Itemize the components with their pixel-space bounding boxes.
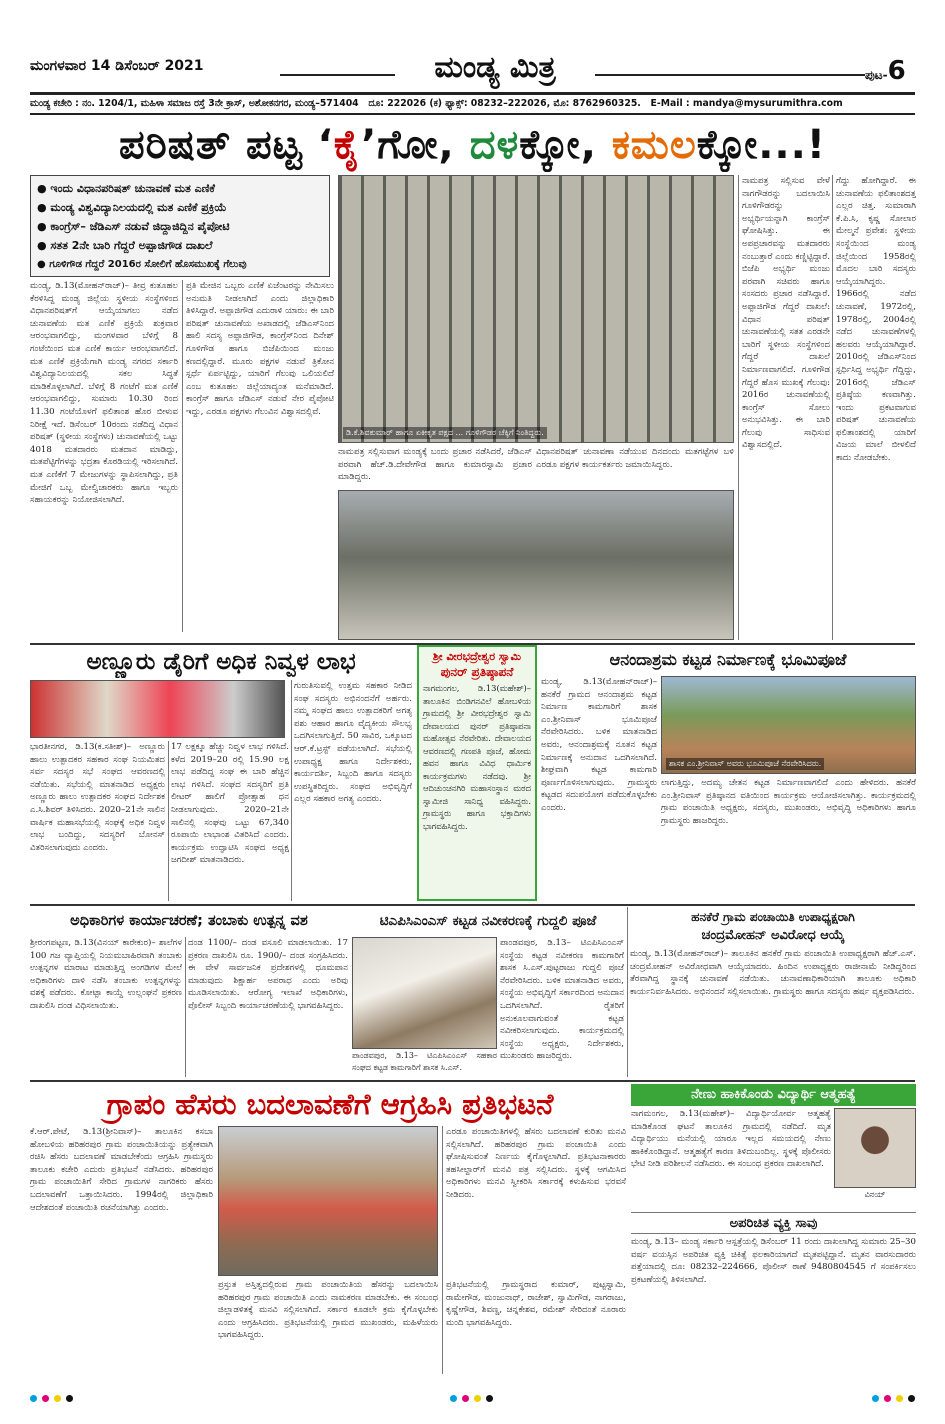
story3-headline-line1: ಶ್ರೀ ವೀರಭದ್ರೇಶ್ವರ ಸ್ವಾಮಿ — [432, 650, 522, 663]
story7-headline-line1: ಹನಕೆರೆ ಗ್ರಾಮ ಪಂಚಾಯಿತಿ ಉಪಾಧ್ಯಕ್ಷರಾಗಿ — [691, 910, 855, 924]
story2-headline: ಅಣ್ಣೂರು ಡೈರಿಗೆ ಅಧಿಕ ನಿವ್ವಳ ಲಾಭ — [86, 649, 356, 675]
story6-photo — [352, 937, 497, 1049]
lead-photo1-caption: ಡಿ.ಕೆ.ಶಿವಕುಮಾರ್ ಹಾಗೂ ಏಕೀಕೃತ ಪಕ್ಷದ ... ಗೂಳಿಗೌಡರ ಚೆಕ್ಕಿಗೆ ನಿಂತಿದ್ದರು. — [343, 427, 547, 439]
story5-headline: ಅಧಿಕಾರಿಗಳ ಕಾರ್ಯಾಚರಣೆ; ತಂಬಾಕು ಉತ್ಪನ್ನ ವಶ — [70, 913, 308, 929]
story9-body: ನಾಗಮಂಗಲ, ಡಿ.13(ಮಹೇಶ್)– ವಿದ್ಯಾರ್ಥಿಯೋರ್ವ ಆತ್ಮಹತ್ಯೆ ಮಾಡಿಕೊಂಡ ಘಟನೆ ತಾಲೂಕಿನ ಗ್ರಾಮದಲ್ಲಿ ನಡೆದಿದೆ. ಮೃತ ವಿದ್ಯಾರ್ಥಿಯು ಮನೆಯಲ್ಲಿ ಯಾರೂ ಇಲ್ಲದ ಸಮಯದಲ್ಲಿ ನೇಣು ಹಾಕಿಕೊಂಡಿದ್ದಾನೆ. ಆತ್ಮಹತ್ಯೆಗೆ ಕಾರಣ ತಿಳಿದುಬಂದಿಲ್ಲ. ಸ್ಥಳಕ್ಕೆ ಪೊಲೀಸರು ಭೇಟಿ ನೀಡಿ ಪರಿಶೀಲನೆ ನಡೆಸಿದರು. ಈ ಸಂಬಂಧ ಪ್ರಕರಣ ದಾಖಲಾಗಿದೆ. — [631, 1109, 831, 1170]
lead-headline — [30, 118, 915, 172]
lead-headline-part3: ಕ್ಕೋ, — [519, 122, 612, 168]
story10-headline: ಅಪರಿಚಿತ ವ್ಯಕ್ತಿ ಸಾವು — [631, 1212, 916, 1234]
registration-dot-cyan — [872, 1395, 879, 1402]
masthead-title: ಮಂಡ್ಯ ಮಿತ್ರ — [434, 50, 556, 85]
masthead-date: ಮಂಗಳವಾರ 14 ಡಿಸೆಂಬರ್ 2021 — [30, 58, 204, 74]
lead-bullet-box — [30, 175, 330, 277]
registration-dot-black — [908, 1395, 915, 1402]
story5-col1: ಶ್ರೀರಂಗಪಟ್ಟಣ, ಡಿ.13(ವಿನಯ್ ಕಾರೇಕುರ)– ಶಾಲೆಗಳ 100 ಗಜ ವ್ಯಾಪ್ತಿಯಲ್ಲಿ ನಿಯಮಬಾಹಿರವಾಗಿ ತಂಬಾಕು ಉತ್ಪನ್ನಗಳ ಮಾರಾಟ ಮಾಡುತ್ತಿದ್ದ ಅಂಗಡಿಗಳ ಮೇಲೆ ಅಧಿಕಾರಿಗಳು ದಾಳಿ ನಡೆಸಿ ತಂಬಾಕು ಉತ್ಪನ್ನಗಳನ್ನು ವಶಕ್ಕೆ ಪಡೆದರು. ಕೋಟ್ಪಾ ಕಾಯ್ದೆ ಉಲ್ಲಂಘನೆ ಪ್ರಕರಣ ದಾಖಲಿಸಿ ದಂಡ ವಿಧಿಸಲಾಯಿತು. — [30, 938, 182, 1011]
story8-photo — [218, 1126, 438, 1276]
masthead-bottom-rule — [30, 113, 915, 115]
story6-photo-caption: ಪಾಂಡವಪುರ, ಡಿ.13– ಟಿಎಪಿಸಿಎಂಎಸ್ ಸಹಕಾರ ಸಂಘದ ಕಟ್ಟಡ ಕಾಮಗಾರಿಗೆ ಶಾಸಕ ಸಿ.ಎಸ್. — [352, 1051, 497, 1072]
story8-col1: ಕೆ.ಆರ್.ಪೇಟೆ, ಡಿ.13(ಶ್ರೀನಿವಾಸ್)– ತಾಲೂಕಿನ ಕಸಬಾ ಹೋಬಳಿಯ ಹರಿಹರಪುರ ಗ್ರಾಮ ಪಂಚಾಯಿತಿಯನ್ನು ಪ್ರತ್ಯೇಕವಾಗಿ ರಚಿಸಿ ಹೆಸರು ಬದಲಾವಣೆ ಮಾಡಬೇಕೆಂದು ಆಗ್ರಹಿಸಿ ಗ್ರಾಮಸ್ಥರು ತಾಲೂಕು ಕಚೇರಿ ಎದುರು ಪ್ರತಿಭಟನೆ ನಡೆಸಿದರು. ಹರಿಹರಪುರ ಗ್ರಾಮ ಪಂಚಾಯಿತಿಗೆ ಸೇರಿದ ಗ್ರಾಮಗಳ ನಾಗರಿಕರು ಹೆಸರು ಬದಲಾವಣೆಗೆ ಒತ್ತಾಯಿಸಿದರು. 1994ರಲ್ಲಿ ಜಿಲ್ಲಾಧಿಕಾರಿ ಆದೇಶದಂತೆ ಪಂಚಾಯಿತಿ ರಚನೆಯಾಗಿತ್ತು ಎಂದರು. — [30, 1127, 213, 1213]
lead-bullet: ● ಮಂಡ್ಯ ವಿಶ್ವವಿದ್ಯಾನಿಲಯದಲ್ಲಿ ಮತ ಎಣಿಕೆ ಪ್ರಕ್ರಿಯೆ — [37, 201, 227, 214]
story8-col3: ಎರಡೂ ಪಂಚಾಯಿತಿಗಳಲ್ಲಿ ಹೆಸರು ಬದಲಾವಣೆ ಕುರಿತು ಮನವಿ ಸಲ್ಲಿಸಲಾಗಿದೆ. ಹರಿಹರಪುರ ಗ್ರಾಮ ಪಂಚಾಯಿತಿ ಎಂದು ಘೋಷಿಸುವಂತೆ ನಿರ್ಣಯ ಕೈಗೊಳ್ಳಲಾಗಿದೆ. ಪ್ರತಿಭಟನಾಕಾರರು ತಹಸೀಲ್ದಾರ್‌ಗೆ ಮನವಿ ಪತ್ರ ಸಲ್ಲಿಸಿದರು. ಸ್ಥಳಕ್ಕೆ ಆಗಮಿಸಿದ ಅಧಿಕಾರಿಗಳು ಮನವಿ ಸ್ವೀಕರಿಸಿ ಸರ್ಕಾರಕ್ಕೆ ಕಳುಹಿಸುವ ಭರವಸೆ ನೀಡಿದರು. — [446, 1127, 626, 1200]
page-number: 6 — [887, 56, 906, 86]
email-text: E-Mail : mandya@mysurumithra.com — [650, 98, 843, 109]
lead-headline-part4: ಕ್ಕೋ...! — [696, 122, 827, 168]
story8-col4: ಪ್ರತಿಭಟನೆಯಲ್ಲಿ ಗ್ರಾಮಸ್ಥರಾದ ಕುಮಾರ್, ಪುಟ್ಟಸ್ವಾಮಿ, ರಾಮೇಗೌಡ, ಮಂಜುನಾಥ್, ರಾಜೇಶ್, ಸ್ವಾಮಿಗೌಡ, ನಾಗರಾಜು, ಕೃಷ್ಣೇಗೌಡ, ಶಿವಣ್ಣ, ಚನ್ನಕೇಶವ, ರಮೇಶ್ ಸೇರಿದಂತೆ ನೂರಾರು ಮಂದಿ ಭಾಗವಹಿಸಿದ್ದರು. — [446, 1280, 626, 1328]
story6-headline: ಟಿಎಪಿಸಿಎಂಎಸ್ ಕಟ್ಟಡ ನವೀಕರಣಕ್ಕೆ ಗುದ್ದಲಿ ಪೂಜೆ — [379, 913, 597, 929]
lead-bullet: ● ಸತತ 2ನೇ ಬಾರಿ ಗೆದ್ದರೆ ಅಪ್ಪಾಜಿಗೌಡ ದಾಖಲೆ — [37, 239, 213, 252]
registration-dot-black — [486, 1395, 493, 1402]
registration-dot-black — [66, 1395, 73, 1402]
masthead — [30, 50, 915, 98]
story9-photo-caption: ವಿನಯ್ — [864, 1190, 886, 1199]
lead-col4-below: ವಿಧಾನಪರಿಷತ್ ಚುನಾವಣಾ ನಡೆಯುವ ದಿನದಂದು ಮತಗಟ್ಟೆಗಳ ಬಳಿ ಎರಡೂ ಪಕ್ಷಗಳ ಕಾರ್ಯಕರ್ತರು ಜಮಾಯಿಸಿದ್ದರು. — [536, 447, 734, 470]
story9-header — [631, 1084, 916, 1106]
story3-headline-line2: ಪುನರ್ ಪ್ರತಿಷ್ಠಾಪನೆ — [440, 665, 514, 679]
lead-col3-below: ನಾಮಪತ್ರ ಸಲ್ಲಿಸುವಾಗ ಮಂಡ್ಯಕ್ಕೆ ಬಂದು ಪ್ರಚಾರ ನಡೆಸಿದರೆ, ಜೆಡಿಎಸ್ ಪರವಾಗಿ ಹೆಚ್.ಡಿ.ದೇವೇಗೌಡ ಹಾಗೂ ಕುಮಾರಸ್ವಾಮಿ ಪ್ರಚಾರ ಮಾಡಿದ್ದರು. — [338, 447, 532, 483]
story4-headline: ಆನಂದಾಶ್ರಮ ಕಟ್ಟಡ ನಿರ್ಮಾಣಕ್ಕೆ ಭೂಮಿಪೂಜೆ — [609, 650, 847, 669]
lead-photo-officials — [338, 490, 734, 640]
page-label — [865, 56, 915, 90]
registration-dot-yellow — [896, 1395, 903, 1402]
story2-col3: ಗುರುತಿಸುವಲ್ಲಿ ಉತ್ತಮ ಸಹಕಾರ ನೀಡಿದ ಸಂಘ ಸದಸ್ಯರು ಅಭಿನಂದನೆಗೆ ಅರ್ಹರು. ನಮ್ಮ ಸಂಘದ ಹಾಲು ಉತ್ಪಾದಕರಿಗೆ ಅಗತ್ಯ ಪಶು ಆಹಾರ ಹಾಗೂ ವೈದ್ಯಕೀಯ ಸೌಲಭ್ಯ ಒದಗಿಸಲಾಗುತ್ತಿದೆ. 50 ಸಾವಿರ, ಒಕ್ಕೂಟದ ಆರ್.ಕೆ.ಟ್ರಸ್ಟ್ ಪಡೆಯಲಾಗಿದೆ. ಸಭೆಯಲ್ಲಿ ಉಪಾಧ್ಯಕ್ಷ ಹಾಗೂ ನಿರ್ದೇಶಕರು, ಕಾರ್ಯದರ್ಶಿ, ಸಿಬ್ಬಂದಿ ಹಾಗೂ ಸದಸ್ಯರು ಉಪಸ್ಥಿತರಿದ್ದರು. ಸಂಘದ ಅಭಿವೃದ್ಧಿಗೆ ಎಲ್ಲರ ಸಹಕಾರ ಅಗತ್ಯ ಎಂದರು. — [294, 681, 412, 805]
column-rule — [182, 280, 183, 632]
lead-bullet: ● ಇಂದು ವಿಧಾನಪರಿಷತ್ ಚುನಾವಣೆ ಮತ ಎಣಿಕೆ — [37, 182, 215, 195]
story3-box — [417, 645, 537, 901]
story5-col2: ದಂಡ 1100/– ದಂಡ ವಸೂಲಿ ಮಾಡಲಾಯಿತು. 17 ಪ್ರಕರಣ ದಾಖಲಿಸಿ ರೂ. 1900/– ದಂಡ ಸಂಗ್ರಹಿಸಿದರು. ಈ ವೇಳೆ ಸಾರ್ವಜನಿಕ ಪ್ರದೇಶಗಳಲ್ಲಿ ಧೂಮಪಾನ ಮಾಡುವುದು ಶಿಕ್ಷಾರ್ಹ ಅಪರಾಧ ಎಂದು ಅರಿವು ಮೂಡಿಸಲಾಯಿತು. ಆರೋಗ್ಯ ಇಲಾಖೆ ಅಧಿಕಾರಿಗಳು, ಪೊಲೀಸ್ ಸಿಬ್ಬಂದಿ ಕಾರ್ಯಾಚರಣೆಯಲ್ಲಿ ಭಾಗವಹಿಸಿದ್ದರು. — [188, 938, 348, 1011]
story2-col1: ಭಾರತೀನಗರ, ಡಿ.13(ಕ.ಸತೀಶ್)– ಅಣ್ಣೂರು ಹಾಲು ಉತ್ಪಾದಕರ ಸಹಕಾರ ಸಂಘ ನಿಯಮಿತದ ಸರ್ವ ಸದಸ್ಯರ ಸಭೆ ಸಂಘದ ಆವರಣದಲ್ಲಿ ನಡೆಯಿತು. ಸಭೆಯಲ್ಲಿ ಮಾತನಾಡಿದ ಅಧ್ಯಕ್ಷರು ಅಣ್ಣೂರು ಹಾಲು ಉತ್ಪಾದಕರ ಸಂಘದ ನಿರ್ದೇಶಕ ಎ.ಸಿ.ಶಿವರ್ ತಿಳಿಸಿದರು. 2020–21ನೇ ಸಾಲಿನ ವಾರ್ಷಿಕ ಮಹಾಸಭೆಯಲ್ಲಿ ಸಂಘಕ್ಕೆ ಅಧಿಕ ನಿವ್ವಳ ಲಾಭ ಬಂದಿದ್ದು, ಸದಸ್ಯರಿಗೆ ಬೋನಸ್ ವಿತರಿಸಲಾಗುವುದು ಎಂದರು. — [30, 742, 165, 853]
registration-dot-yellow — [54, 1395, 61, 1402]
registration-dot-yellow — [474, 1395, 481, 1402]
registration-dot-cyan — [450, 1395, 457, 1402]
registration-dot-magenta — [462, 1395, 469, 1402]
story2-col2: 17 ಲಕ್ಷಕ್ಕೂ ಹೆಚ್ಚು ನಿವ್ವಳ ಲಾಭ ಗಳಿಸಿದೆ. ಕಳೆದ 2019–20 ರಲ್ಲಿ 15.90 ಲಕ್ಷ ಲಾಭ ಪಡೆದಿದ್ದ ಸಂಘ ಈ ಬಾರಿ ಹೆಚ್ಚಿನ ಲಾಭ ಗಳಿಸಿದೆ. ಸಂಘದ ಸದಸ್ಯರಿಗೆ ಪ್ರತಿ ಲೀಟರ್ ಹಾಲಿಗೆ ಪ್ರೋತ್ಸಾಹ ಧನ ನೀಡಲಾಗುವುದು. 2020–21ನೇ ಸಾಲಿನಲ್ಲಿ ಸಂಘವು ಒಟ್ಟು 67,340 ರೂಪಾಯಿ ಲಾಭಾಂಶ ವಿತರಿಸಿದೆ ಎಂದರು. ಕಾರ್ಯಕ್ರಮ ಉದ್ಘಾಟಿಸಿ ಸಂಘದ ಅಧ್ಯಕ್ಷ ಜಗದೀಶ್ ಮಾತನಾಡಿದರು. — [171, 742, 289, 866]
column-rule — [738, 175, 739, 640]
story4-photo — [661, 676, 916, 774]
column-rule — [291, 680, 292, 901]
story9-headline: ನೇಣು ಹಾಕಿಕೊಂಡು ವಿದ್ಯಾರ್ಥಿ ಆತ್ಮಹತ್ಯೆ — [691, 1087, 856, 1102]
section-rule — [30, 1080, 915, 1082]
registration-dot-cyan — [30, 1395, 37, 1402]
registration-dot-magenta — [884, 1395, 891, 1402]
story4-col2: ಲಾಗುತ್ತಿದ್ದು, ಅದಮ್ಯ ಚೇತನ ಕಟ್ಟಡ ನಿರ್ಮಾಣವಾಗಲಿದೆ ಎಂದು ಹೇಳಿದರು. ಹನಕೆರೆ ಎಂ.ಶ್ರೀನಿವಾಸ್ ಪ್ರತಿಷ್ಠಾನದ ವತಿಯಿಂದ ಕಾರ್ಯಕ್ರಮ ಆಯೋಜಿಸಲಾಗಿತ್ತು. ಕಾರ್ಯಕ್ರಮದಲ್ಲಿ ಗ್ರಾಮ ಪಂಚಾಯಿತಿ ಅಧ್ಯಕ್ಷರು, ಸದಸ್ಯರು, ಮುಖಂಡರು, ಅಭಿವೃದ್ಧಿ ಅಧಿಕಾರಿಗಳು ಹಾಗೂ ಗ್ರಾಮಸ್ಥರು ಹಾಜರಿದ್ದರು. — [661, 778, 916, 826]
story4-photo-caption: ಶಾಸಕ ಎಂ.ಶ್ರೀನಿವಾಸ್ ಅವರು ಭೂಮಿಪೂಜೆ ನೆರವೇರಿಸಿದರು. — [666, 758, 824, 770]
address-strip — [30, 95, 915, 113]
registration-dot-magenta — [42, 1395, 49, 1402]
lead-col2: ಪ್ರತಿ ಮೇಜಿನ ಒಬ್ಬರು ಎಣಿಕೆ ಏಜೆಂಟರನ್ನು ನೇಮಿಸಲು ಅನುಮತಿ ನೀಡಲಾಗಿದೆ ಎಂದು ಜಿಲ್ಲಾಧಿಕಾರಿ ತಿಳಿಸಿದ್ದಾರೆ. ಅಪ್ಪಾಜಿಗೌಡ ಎದುರಾಳಿ ಯಾರು: ಈ ಬಾರಿ ಪರಿಷತ್ ಚುನಾವಣೆಯ ಅಖಾಡದಲ್ಲಿ ಜೆಡಿಎಸ್‌ನಿಂದ ಹಾಲಿ ಸದಸ್ಯ ಅಪ್ಪಾಜಿಗೌಡ, ಕಾಂಗ್ರೆಸ್‌ನಿಂದ ದಿನೇಶ್ ಗೂಳಿಗೌಡ ಹಾಗೂ ಬಿಜೆಪಿಯಿಂದ ಮಂಜು ಕಣದಲ್ಲಿದ್ದಾರೆ. ಮೂರು ಪಕ್ಷಗಳ ನಡುವೆ ತ್ರಿಕೋನ ಸ್ಪರ್ಧೆ ಏರ್ಪಟ್ಟಿದ್ದು, ಯಾರಿಗೆ ಗೆಲುವು ಒಲಿಯಲಿದೆ ಎಂಬ ಕುತೂಹಲ ಜಿಲ್ಲೆಯಾದ್ಯಂತ ಮನೆಮಾಡಿದೆ. ಕಾಂಗ್ರೆಸ್ ಹಾಗೂ ಜೆಡಿಎಸ್ ನಡುವೆ ನೇರ ಪೈಪೋಟಿ ಇದ್ದು, ಎರಡೂ ಪಕ್ಷಗಳು ಗೆಲುವಿನ ವಿಶ್ವಾಸದಲ್ಲಿವೆ. — [186, 281, 334, 417]
lead-headline-kamala: ಕಮಲ — [611, 122, 697, 168]
story3-body: ನಾಗಮಂಗಲ, ಡಿ.13(ಮಹೇಶ್)– ತಾಲೂಕಿನ ಬಿಂಡಿಗನವಿಲೆ ಹೋಬಳಿಯ ಗ್ರಾಮದಲ್ಲಿ ಶ್ರೀ ವೀರಭದ್ರೇಶ್ವರ ಸ್ವಾಮಿ ದೇವಾಲಯದ ಪುನರ್ ಪ್ರತಿಷ್ಠಾಪನಾ ಮಹೋತ್ಸವ ನೆರವೇರಿತು. ದೇವಾಲಯದ ಆವರಣದಲ್ಲಿ ಗಣಪತಿ ಪೂಜೆ, ಹೋಮ ಹವನ ಹಾಗೂ ವಿವಿಧ ಧಾರ್ಮಿಕ ಕಾರ್ಯಕ್ರಮಗಳು ನಡೆದವು. ಶ್ರೀ ಆದಿಚುಂಚನಗಿರಿ ಮಹಾಸಂಸ್ಥಾನ ಮಠದ ಸ್ವಾಮೀಜಿ ಸಾನಿಧ್ಯ ವಹಿಸಿದ್ದರು. ಗ್ರಾಮಸ್ಥರು ಹಾಗೂ ಭಕ್ತಾದಿಗಳು ಭಾಗವಹಿಸಿದ್ದರು. — [423, 683, 531, 831]
story8-headline: ಗ್ರಾಪಂ ಹೆಸರು ಬದಲಾವಣೆಗೆ ಆಗ್ರಹಿಸಿ ಪ್ರತಿಭಟನೆ — [106, 1087, 554, 1121]
column-rule — [168, 741, 169, 901]
lead-headline-kai: ಕೈ — [333, 122, 362, 168]
column-rule — [185, 937, 186, 1077]
address-text: ಮಂಡ್ಯ ಕಚೇರಿ : ನಂ. 1204/1, ಮಹಿಳಾ ಸಮಾಜ ರಸ್ತೆ 3ನೇ ಕ್ರಾಸ್, ಅಶೋಕನಗರ, ಮಂಡ್ಯ–571404 — [30, 98, 359, 109]
masthead-left-rule — [280, 74, 395, 76]
story8-col2: ಪ್ರಸ್ತುತ ಅಸ್ತಿತ್ವದಲ್ಲಿರುವ ಗ್ರಾಮ ಪಂಚಾಯಿತಿಯ ಹೆಸರನ್ನು ಬದಲಾಯಿಸಿ ಹರಿಹರಪುರ ಗ್ರಾಮ ಪಂಚಾಯಿತಿ ಎಂದು ನಾಮಕರಣ ಮಾಡಬೇಕು. ಈ ಸಂಬಂಧ ಜಿಲ್ಲಾಡಳಿತಕ್ಕೆ ಮನವಿ ಸಲ್ಲಿಸಲಾಗಿದೆ. ಸರ್ಕಾರ ಕೂಡಲೇ ಕ್ರಮ ಕೈಗೊಳ್ಳಬೇಕು ಎಂದು ಆಗ್ರಹಿಸಿದರು. ಪ್ರತಿಭಟನೆಯಲ್ಲಿ ಗ್ರಾಮದ ಮುಖಂಡರು, ಮಹಿಳೆಯರು ಭಾಗವಹಿಸಿದ್ದರು. — [218, 1280, 438, 1341]
story7-body: ಮಂಡ್ಯ, ಡಿ.13(ಮೋಹನ್‌ರಾಜ್)– ತಾಲೂಕಿನ ಹನಕೆರೆ ಗ್ರಾಮ ಪಂಚಾಯಿತಿ ಉಪಾಧ್ಯಕ್ಷರಾಗಿ ಹೆಚ್.ಎಸ್. ಚಂದ್ರಮೋಹನ್ ಅವಿರೋಧವಾಗಿ ಆಯ್ಕೆಯಾದರು. ಹಿಂದಿನ ಉಪಾಧ್ಯಕ್ಷರು ರಾಜೀನಾಮೆ ನೀಡಿದ್ದರಿಂದ ತೆರವಾಗಿದ್ದ ಸ್ಥಾನಕ್ಕೆ ಚುನಾವಣೆ ನಡೆಯಿತು. ಚುನಾವಣಾಧಿಕಾರಿಯಾಗಿ ತಾಲೂಕು ಅಧಿಕಾರಿ ಕಾರ್ಯನಿರ್ವಹಿಸಿದರು. ಅಭಿನಂದನೆ ಸಲ್ಲಿಸಲಾಯಿತು. ಗ್ರಾಮಸ್ಥರು ಹಾಗೂ ಸದಸ್ಯರು ಹರ್ಷ ವ್ಯಕ್ತಪಡಿಸಿದರು. — [630, 949, 916, 997]
lead-col6: ಗೆದ್ದು ಹೋಗಿದ್ದಾರೆ. ಈ ಚುನಾವಣೆಯ ಫಲಿತಾಂಶದತ್ತ ಎಲ್ಲರ ಚಿತ್ತ. ಸುಮಾರಾಗಿ ಕೆ.ಪಿ.ಸಿ, ಕೃಷ್ಣ ಸೋಲಾರ ಮೇಲ್ಮನೆ ಪ್ರವೇಶ: ಸ್ಥಳೀಯ ಸಂಸ್ಥೆಯಿಂದ ಮಂಡ್ಯ ಜಿಲ್ಲೆಯಿಂದ 1958ರಲ್ಲಿ ಮೊದಲ ಬಾರಿ ಸದಸ್ಯರು ಆಯ್ಕೆಯಾಗಿದ್ದರು. 1966ರಲ್ಲಿ ನಡೆದ ಚುನಾವಣೆ, 1972ರಲ್ಲಿ, 1978ರಲ್ಲಿ, 2004ರಲ್ಲಿ ನಡೆದ ಚುನಾವಣೆಗಳಲ್ಲಿ ಹಲವರು ಆಯ್ಕೆಯಾಗಿದ್ದಾರೆ. 2010ರಲ್ಲಿ ಜೆಡಿಎಸ್‌ನಿಂದ ಸ್ಪರ್ಧಿಸಿದ್ದ ಅಭ್ಯರ್ಥಿ ಗೆದ್ದಿದ್ದು, 2016ರಲ್ಲಿ ಜೆಡಿಎಸ್ ಪ್ರತಿಷ್ಠೆಯ ಕಣವಾಗಿತ್ತು. ಇಂದು ಪ್ರಕಟವಾಗುವ ಪರಿಷತ್ ಚುನಾವಣೆಯ ಫಲಿತಾಂಶದಲ್ಲಿ ಯಾರಿಗೆ ವಿಜಯ ಮಾಲೆ ಬೀಳಲಿದೆ ಕಾದು ನೋಡಬೇಕು. — [836, 176, 916, 464]
story9-photo — [834, 1108, 916, 1188]
registration-marks — [30, 1392, 915, 1406]
phone-text: ದೂ: 222026 (ಕ) ಫ್ಯಾಕ್ಸ್: 08232–222026, ಮೊ: 8762960325. — [368, 98, 641, 109]
lead-headline-dala: ದಳ — [469, 122, 520, 168]
lead-col5: ನಾಮಪತ್ರ ಸಲ್ಲಿಸುವ ವೇಳೆ ನಾಗಗೌಡರನ್ನು ಬದಲಾಯಿಸಿ ಗೂಳಿಗೌಡರನ್ನು ಅಭ್ಯರ್ಥಿಯನ್ನಾಗಿ ಕಾಂಗ್ರೆಸ್ ಘೋಷಿಸಿತ್ತು. ಈ ಅಪಪ್ರಚಾರವನ್ನು ಮತದಾರರು ನಂಬುತ್ತಾರೆ ಎಂದು ಕಣ್ಣಿಟ್ಟಿದ್ದಾರೆ. ಬಿಜೆಪಿ ಅಭ್ಯರ್ಥಿ ಮಂಜು ಪರವಾಗಿ ಸಚಿವರು ಹಾಗೂ ಸಂಸದರು ಪ್ರಚಾರ ನಡೆಸಿದ್ದಾರೆ. ಅಪ್ಪಾಜಿಗೌಡ ಗೆದ್ದರೆ ದಾಖಲೆ: ವಿಧಾನ ಪರಿಷತ್ ಚುನಾವಣೆಯಲ್ಲಿ ಸತತ ಎರಡನೇ ಬಾರಿಗೆ ಸ್ಥಳೀಯ ಸಂಸ್ಥೆಗಳಿಂದ ಗೆದ್ದರೆ ದಾಖಲೆ ನಿರ್ಮಾಣವಾಗಲಿದೆ. ಗೂಳಿಗೌಡ ಗೆದ್ದರೆ ಹೊಸ ಮುಖಕ್ಕೆ ಗೆಲುವು: 2016ರ ಚುನಾವಣೆಯಲ್ಲಿ ಕಾಂಗ್ರೆಸ್ ಸೋಲು ಅನುಭವಿಸಿತ್ತು. ಈ ಬಾರಿ ಗೆಲುವು ಸಾಧಿಸುವ ವಿಶ್ವಾಸದಲ್ಲಿದೆ. — [742, 176, 830, 451]
column-rule — [627, 907, 628, 1077]
story7-headline-line2: ಚಂದ್ರಮೋಹನ್ ಅವಿರೋಧ ಆಯ್ಕೆ — [701, 928, 845, 943]
lead-headline-part1: ಪರಿಷತ್ ಪಟ್ಟ ‘ — [118, 122, 334, 168]
masthead-right-rule — [595, 74, 865, 76]
story6-body: ಪಾಂಡವಪುರ, ಡಿ.13– ಟಿಎಪಿಸಿಎಂಎಸ್ ಸಂಸ್ಥೆಯ ಕಟ್ಟಡ ನವೀಕರಣ ಕಾಮಗಾರಿಗೆ ಶಾಸಕ ಸಿ.ಎಸ್.ಪುಟ್ಟರಾಜು ಗುದ್ದಲಿ ಪೂಜೆ ನೆರವೇರಿಸಿದರು. ಬಳಿಕ ಮಾತನಾಡಿದ ಅವರು, ಸಂಸ್ಥೆಯ ಅಭಿವೃದ್ಧಿಗೆ ಸರ್ಕಾರದಿಂದ ಅನುದಾನ ಒದಗಿಸಲಾಗಿದೆ. ರೈತರಿಗೆ ಅನುಕೂಲವಾಗುವಂತೆ ಕಟ್ಟಡ ನವೀಕರಿಸಲಾಗುವುದು. ಕಾರ್ಯಕ್ರಮದಲ್ಲಿ ಸಂಸ್ಥೆಯ ಅಧ್ಯಕ್ಷರು, ನಿರ್ದೇಶಕರು, ಮುಖಂಡರು ಹಾಜರಿದ್ದರು. — [500, 938, 624, 1062]
section-rule — [30, 904, 915, 906]
story2-photo — [30, 680, 285, 738]
column-rule — [442, 1126, 443, 1374]
lead-headline-part2: ’ಗೋ, — [361, 122, 470, 168]
lead-bullet: ● ಗೂಳಿಗೌಡ ಗೆದ್ದರೆ 2016ರ ಸೋಲಿಗೆ ಹೊಸಮುಖಕ್ಕೆ ಗೆಲುವು — [37, 259, 247, 270]
lead-bullet: ● ಕಾಂಗ್ರೆಸ್– ಜೆಡಿಎಸ್ ನಡುವೆ ಜಿದ್ದಾಜಿದ್ದಿನ ಪೈಪೋಟಿ — [37, 220, 230, 233]
story4-col1: ಮಂಡ್ಯ, ಡಿ.13(ಮೋಹನ್‌ರಾಜ್)– ಹನಕೆರೆ ಗ್ರಾಮದ ಆನಂದಾಶ್ರಮ ಕಟ್ಟಡ ನಿರ್ಮಾಣ ಕಾಮಗಾರಿಗೆ ಶಾಸಕ ಎಂ.ಶ್ರೀನಿವಾಸ್ ಭೂಮಿಪೂಜೆ ನೆರವೇರಿಸಿದರು. ಬಳಿಕ ಮಾತನಾಡಿದ ಅವರು, ಆನಂದಾಶ್ರಮಕ್ಕೆ ನೂತನ ಕಟ್ಟಡ ನಿರ್ಮಾಣಕ್ಕೆ ಅನುದಾನ ಒದಗಿಸಲಾಗಿದೆ. ಶೀಘ್ರವಾಗಿ ಕಟ್ಟಡ ಕಾಮಗಾರಿ ಪೂರ್ಣಗೊಳಿಸಲಾಗುವುದು. ಗ್ರಾಮಸ್ಥರು ಕಟ್ಟಡದ ಸದುಪಯೋಗ ಪಡೆದುಕೊಳ್ಳಬೇಕು ಎಂದರು. — [541, 677, 657, 813]
lead-col1: ಮಂಡ್ಯ, ಡಿ.13(ಮೋಹನ್‌ರಾಜ್)– ತೀವ್ರ ಕುತೂಹಲ ಕೆರಳಿಸಿದ್ದ ಮಂಡ್ಯ ಜಿಲ್ಲೆಯ ಸ್ಥಳೀಯ ಸಂಸ್ಥೆಗಳಿಂದ ವಿಧಾನಪರಿಷತ್‌ಗೆ ಆಯ್ಕೆಯಾಗಲು ನಡೆದ ಚುನಾವಣೆಯ ಮತ ಎಣಿಕೆ ಪ್ರಕ್ರಿಯೆ ಶುಕ್ರವಾರ ಆರಂಭವಾಗಲಿದ್ದು, ಮಂಗಳವಾರ ಬೆಳಿಗ್ಗೆ 8 ಗಂಟೆಯಿಂದ ಮತ ಎಣಿಕೆ ಕಾರ್ಯ ಆರಂಭವಾಗಲಿದೆ. ಮತ ಎಣಿಕೆ ಪ್ರಕ್ರಿಯೆಗಾಗಿ ಮಂಡ್ಯ ನಗರದ ಸರ್ಕಾರಿ ವಿಶ್ವವಿದ್ಯಾನಿಲಯದಲ್ಲಿ ಸಕಲ ಸಿದ್ಧತೆ ಮಾಡಿಕೊಳ್ಳಲಾಗಿದೆ. ಬೆಳಿಗ್ಗೆ 8 ಗಂಟೆಗೆ ಮತ ಎಣಿಕೆ ಆರಂಭವಾಗಲಿದ್ದು, ಸುಮಾರು 10.30 ರಿಂದ 11.30 ಗಂಟೆಯೊಳಗೆ ಫಲಿತಾಂಶ ಹೊರ ಬೀಳುವ ನಿರೀಕ್ಷೆ ಇದೆ. ಡಿಸೆಂಬರ್ 10ರಂದು ನಡೆದಿದ್ದ ವಿಧಾನ ಪರಿಷತ್ (ಸ್ಥಳೀಯ ಸಂಸ್ಥೆಗಳು) ಚುನಾವಣೆಯಲ್ಲಿ ಒಟ್ಟು 4018 ಮತದಾರರು ಮತದಾನ ಮಾಡಿದ್ದು, ಮತಪೆಟ್ಟಿಗೆಗಳನ್ನು ಭದ್ರತಾ ಕೊಠಡಿಯಲ್ಲಿ ಇರಿಸಲಾಗಿದೆ. ಮತ ಎಣಿಕೆಗೆ 7 ಮೇಜುಗಳನ್ನು ಸ್ಥಾಪಿಸಲಾಗಿದ್ದು, ಪ್ರತಿ ಮೇಜಿಗೆ ಒಬ್ಬ ಮೇಲ್ವಿಚಾರಕರು ಹಾಗೂ ಇಬ್ಬರು ಸಹಾಯಕರನ್ನು ನಿಯೋಜಿಸಲಾಗಿದೆ. — [30, 281, 178, 506]
column-rule — [832, 175, 833, 640]
lead-photo-counting-hall — [338, 175, 734, 443]
story10-body: ಮಂಡ್ಯ, ಡಿ.13– ಮಂಡ್ಯ ಸರ್ಕಾರಿ ಆಸ್ಪತ್ರೆಯಲ್ಲಿ ಡಿಸೆಂಬರ್ 11 ರಂದು ದಾಖಲಾಗಿದ್ದ ಸುಮಾರು 25–30 ವರ್ಷ ವಯಸ್ಸಿನ ಅಪರಿಚಿತ ವ್ಯಕ್ತಿ ಚಿಕಿತ್ಸೆ ಫಲಕಾರಿಯಾಗದೆ ಮೃತಪಟ್ಟಿದ್ದಾನೆ. ಮೃತನ ವಾರಸುದಾರರು ಪತ್ತೆಯಾದಲ್ಲಿ ದೂ: 08232–224666, ಪೊಲೀಸ್ ಠಾಣೆ 9480804545 ಗೆ ಸಂಪರ್ಕಿಸಲು ಪ್ರಕಟಣೆಯಲ್ಲಿ ತಿಳಿಸಲಾಗಿದೆ. — [631, 1237, 916, 1285]
page-label-text: ಪುಟ- — [865, 68, 888, 82]
